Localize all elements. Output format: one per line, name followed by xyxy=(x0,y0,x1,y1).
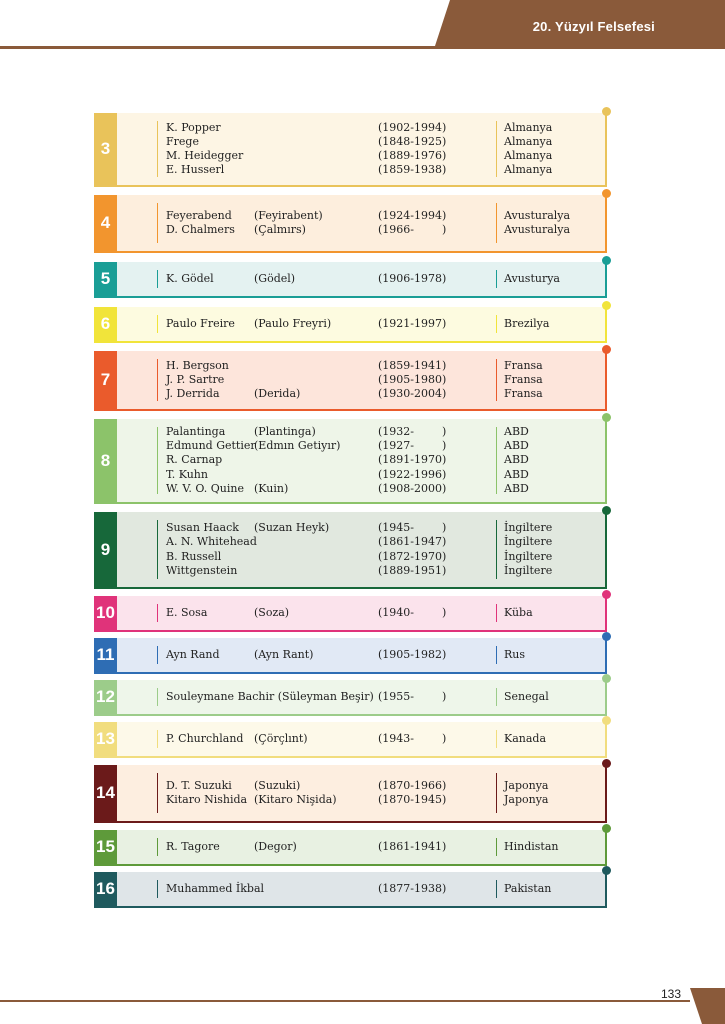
row-number-badge: 12 xyxy=(94,680,117,714)
country: İngiltere xyxy=(504,549,553,563)
country-column xyxy=(504,596,604,630)
life-years: (1932- ) xyxy=(378,424,447,438)
life-years-column xyxy=(378,512,488,587)
country: Avusturya xyxy=(504,271,560,285)
table-row xyxy=(94,638,606,674)
country: ABD xyxy=(504,481,529,495)
pronunciation-column xyxy=(254,113,374,185)
philosopher-name: J. Derrida xyxy=(166,387,220,401)
country: Kanada xyxy=(504,731,547,745)
country-column xyxy=(504,351,604,409)
column-divider xyxy=(496,773,497,813)
table-row xyxy=(94,765,606,823)
row-number-badge: 9 xyxy=(94,512,117,587)
table-row xyxy=(94,596,606,632)
pronunciation xyxy=(254,121,374,135)
table-row xyxy=(94,722,606,758)
column-divider xyxy=(157,121,158,177)
philosopher-name: E. Sosa xyxy=(166,605,208,619)
column-divider xyxy=(496,359,497,401)
pronunciation xyxy=(254,564,374,578)
page-title: 20. Yüzyıl Felsefesi xyxy=(532,19,655,34)
philosopher-name: Souleymane Bachir (Süleyman Beşir) xyxy=(166,689,374,703)
life-years-column xyxy=(378,351,488,409)
life-years: (1945- ) xyxy=(378,521,447,535)
row-right-border xyxy=(605,419,607,504)
philosopher-name: K. Popper xyxy=(166,120,221,134)
philosopher-name: T. Kuhn xyxy=(166,467,208,481)
philosopher-name: R. Tagore xyxy=(166,839,220,853)
row-number-badge: 4 xyxy=(94,195,117,251)
table-row xyxy=(94,307,606,343)
life-years: (1905-1982) xyxy=(378,647,447,661)
country: Senegal xyxy=(504,689,549,703)
philosopher-name: J. P. Sartre xyxy=(166,372,225,386)
pronunciation: (Plantinga) xyxy=(254,424,316,438)
country-column xyxy=(504,113,604,185)
country: Fransa xyxy=(504,387,543,401)
life-years-column xyxy=(378,722,488,756)
philosopher-name: K. Gödel xyxy=(166,271,214,285)
row-right-border xyxy=(605,262,607,298)
life-years: (1924-1994) xyxy=(378,208,447,222)
country: Almanya xyxy=(504,134,553,148)
philosopher-name: R. Carnap xyxy=(166,453,223,467)
row-right-border xyxy=(605,113,607,187)
life-years: (1848-1925) xyxy=(378,134,447,148)
philosopher-name: A. N. Whitehead xyxy=(166,535,257,549)
country: Avusturalya xyxy=(504,208,571,222)
column-divider xyxy=(157,520,158,579)
column-divider xyxy=(496,730,497,748)
life-years: (1859-1941) xyxy=(378,358,447,372)
pronunciation xyxy=(254,149,374,163)
column-divider xyxy=(157,203,158,243)
pronunciation xyxy=(254,535,374,549)
country: Brezilya xyxy=(504,316,550,330)
life-years-column xyxy=(378,872,488,906)
row-right-border xyxy=(605,765,607,823)
column-divider xyxy=(496,688,497,706)
table-row xyxy=(94,872,606,908)
philosopher-name: Frege xyxy=(166,134,199,148)
column-divider xyxy=(157,880,158,898)
life-years: (1872-1970) xyxy=(378,549,447,563)
philosopher-name: D. T. Suzuki xyxy=(166,778,232,792)
life-years: (1870-1966) xyxy=(378,778,447,792)
column-divider xyxy=(496,838,497,856)
country-column xyxy=(504,195,604,251)
column-divider xyxy=(496,880,497,898)
column-divider xyxy=(496,427,497,494)
country: İngiltere xyxy=(504,521,553,535)
row-number-badge: 15 xyxy=(94,830,117,864)
life-years-column xyxy=(378,307,488,341)
footer-rule xyxy=(0,1000,690,1002)
pronunciation: (Kuin) xyxy=(254,481,289,495)
row-right-border xyxy=(605,680,607,716)
pronunciation: (Ayn Rant) xyxy=(254,647,314,661)
pronunciation-column xyxy=(254,872,374,906)
row-number-badge: 13 xyxy=(94,722,117,756)
column-divider xyxy=(157,427,158,494)
table-row xyxy=(94,262,606,298)
pronunciation-column xyxy=(254,722,374,756)
country: Rus xyxy=(504,647,526,661)
philosopher-name: Paulo Freire xyxy=(166,316,235,330)
pronunciation: (Soza) xyxy=(254,605,290,619)
column-divider xyxy=(496,270,497,288)
row-number-badge: 3 xyxy=(94,113,117,185)
life-years: (1943- ) xyxy=(378,731,447,745)
life-years: (1891-1970) xyxy=(378,453,447,467)
life-years-column xyxy=(378,195,488,251)
country: ABD xyxy=(504,439,529,453)
country-column xyxy=(504,262,604,296)
row-right-border xyxy=(605,638,607,674)
life-years-column xyxy=(378,262,488,296)
life-years: (1922-1996) xyxy=(378,467,447,481)
table-row xyxy=(94,195,606,253)
pronunciation-column xyxy=(254,307,374,341)
pronunciation xyxy=(254,468,374,482)
row-right-border xyxy=(605,830,607,866)
life-years: (1859-1938) xyxy=(378,163,447,177)
life-years-column xyxy=(378,680,488,714)
pronunciation xyxy=(254,453,374,467)
row-right-border xyxy=(605,872,607,908)
pronunciation xyxy=(254,135,374,149)
life-years: (1906-1978) xyxy=(378,271,447,285)
country-column xyxy=(504,830,604,864)
column-divider xyxy=(157,315,158,333)
table-row xyxy=(94,113,606,187)
country: Fransa xyxy=(504,358,543,372)
philosopher-name: Feyerabend xyxy=(166,208,232,222)
philosopher-name: W. V. O. Quine xyxy=(166,481,244,495)
life-years-column xyxy=(378,638,488,672)
pronunciation: (Edmın Getiyır) xyxy=(254,439,341,453)
life-years: (1921-1997) xyxy=(378,316,447,330)
philosopher-name: Wittgenstein xyxy=(166,563,238,577)
life-years: (1902-1994) xyxy=(378,120,447,134)
country-column xyxy=(504,638,604,672)
philosopher-name: P. Churchland xyxy=(166,731,244,745)
philosopher-name: Ayn Rand xyxy=(166,647,220,661)
philosopher-name: Edmund Gettier xyxy=(166,439,256,453)
column-divider xyxy=(496,604,497,622)
row-number-badge: 6 xyxy=(94,307,117,341)
pronunciation: (Degor) xyxy=(254,839,297,853)
pronunciation xyxy=(254,373,374,387)
row-number-badge: 14 xyxy=(94,765,117,821)
country-column xyxy=(504,419,604,502)
row-number-badge: 11 xyxy=(94,638,117,672)
country-column xyxy=(504,722,604,756)
philosopher-name: Kitaro Nishida xyxy=(166,793,248,806)
column-divider xyxy=(496,646,497,664)
pronunciation xyxy=(254,882,374,896)
header-rule xyxy=(0,46,440,49)
life-years-column xyxy=(378,765,488,821)
country: Japonya xyxy=(504,778,549,792)
philosopher-name: Susan Haack xyxy=(166,521,239,535)
pronunciation xyxy=(254,690,374,704)
column-divider xyxy=(157,359,158,401)
life-years: (1908-2000) xyxy=(378,481,447,495)
country: Hindistan xyxy=(504,839,559,853)
pronunciation-column xyxy=(254,830,374,864)
table-row xyxy=(94,830,606,866)
column-divider xyxy=(157,773,158,813)
pronunciation-column xyxy=(254,419,374,502)
country: ABD xyxy=(504,467,529,481)
pronunciation-column xyxy=(254,680,374,714)
pronunciation: (Gödel) xyxy=(254,271,296,285)
country: İngiltere xyxy=(504,563,553,577)
column-divider xyxy=(496,315,497,333)
column-divider xyxy=(496,203,497,243)
life-years: (1889-1951) xyxy=(378,563,447,577)
pronunciation: (Derida) xyxy=(254,387,301,401)
country: ABD xyxy=(504,453,529,467)
life-years: (1905-1980) xyxy=(378,372,447,386)
pronunciation: (Kitaro Nişida) xyxy=(254,793,337,806)
row-right-border xyxy=(605,722,607,758)
table-row xyxy=(94,680,606,716)
row-right-border xyxy=(605,195,607,253)
column-divider xyxy=(157,604,158,622)
life-years: (1861-1947) xyxy=(378,535,447,549)
life-years: (1930-2004) xyxy=(378,387,447,401)
country-column xyxy=(504,512,604,587)
pronunciation-column xyxy=(254,512,374,587)
philosopher-name: Palantinga xyxy=(166,424,226,438)
country: İngiltere xyxy=(504,535,553,549)
pronunciation: (Feyirabent) xyxy=(254,208,323,222)
life-years: (1927- ) xyxy=(378,439,447,453)
table-row xyxy=(94,419,606,504)
column-divider xyxy=(157,270,158,288)
row-number-badge: 8 xyxy=(94,419,117,502)
life-years: (1861-1941) xyxy=(378,839,447,853)
pronunciation: (Çörçlınt) xyxy=(254,731,308,745)
country: Japonya xyxy=(504,793,549,806)
country: Avusturalya xyxy=(504,223,571,236)
country-column xyxy=(504,872,604,906)
life-years: (1889-1976) xyxy=(378,149,447,162)
life-years: (1955- ) xyxy=(378,689,447,703)
philosopher-name: H. Bergson xyxy=(166,358,229,372)
philosopher-name: E. Husserl xyxy=(166,163,225,177)
country: Fransa xyxy=(504,372,543,386)
row-number-badge: 5 xyxy=(94,262,117,296)
pronunciation xyxy=(254,550,374,564)
pronunciation-column xyxy=(254,765,374,821)
pronunciation xyxy=(254,359,374,373)
pronunciation-column xyxy=(254,351,374,409)
pronunciation-column xyxy=(254,195,374,251)
life-years: (1966- ) xyxy=(378,223,447,236)
pronunciation-column xyxy=(254,638,374,672)
column-divider xyxy=(157,688,158,706)
column-divider xyxy=(157,646,158,664)
country-column xyxy=(504,765,604,821)
table-row xyxy=(94,351,606,411)
philosopher-name: D. Chalmers xyxy=(166,223,235,236)
life-years: (1940- ) xyxy=(378,605,447,619)
row-right-border xyxy=(605,307,607,343)
country: Almanya xyxy=(504,149,553,162)
pronunciation: (Suzuki) xyxy=(254,778,301,792)
pronunciation-column xyxy=(254,262,374,296)
row-number-badge: 16 xyxy=(94,872,117,906)
pronunciation: (Suzan Heyk) xyxy=(254,521,330,535)
country: Pakistan xyxy=(504,881,552,895)
row-right-border xyxy=(605,351,607,411)
column-divider xyxy=(496,520,497,579)
country: Almanya xyxy=(504,120,553,134)
column-divider xyxy=(157,730,158,748)
row-number-badge: 7 xyxy=(94,351,117,409)
row-right-border xyxy=(605,596,607,632)
country: ABD xyxy=(504,424,529,438)
pronunciation xyxy=(254,163,374,177)
country: Küba xyxy=(504,605,533,619)
column-divider xyxy=(157,838,158,856)
pronunciation: (Çalmırs) xyxy=(254,223,306,236)
life-years: (1870-1945) xyxy=(378,793,447,806)
pronunciation: (Paulo Freyri) xyxy=(254,316,332,330)
pronunciation-column xyxy=(254,596,374,630)
life-years-column xyxy=(378,830,488,864)
row-number-badge: 10 xyxy=(94,596,117,630)
life-years-column xyxy=(378,113,488,185)
table-row xyxy=(94,512,606,589)
philosopher-name: M. Heidegger xyxy=(166,149,244,162)
life-years-column xyxy=(378,596,488,630)
life-years-column xyxy=(378,419,488,502)
life-years: (1877-1938) xyxy=(378,881,447,895)
philosopher-name: B. Russell xyxy=(166,549,222,563)
column-divider xyxy=(496,121,497,177)
row-right-border xyxy=(605,512,607,589)
philosopher-name: Muhammed İkbal xyxy=(166,881,265,895)
page-number: 133 xyxy=(661,987,682,1001)
country-column xyxy=(504,307,604,341)
footer-tab xyxy=(690,988,725,1024)
country: Almanya xyxy=(504,163,553,177)
country-column xyxy=(504,680,604,714)
